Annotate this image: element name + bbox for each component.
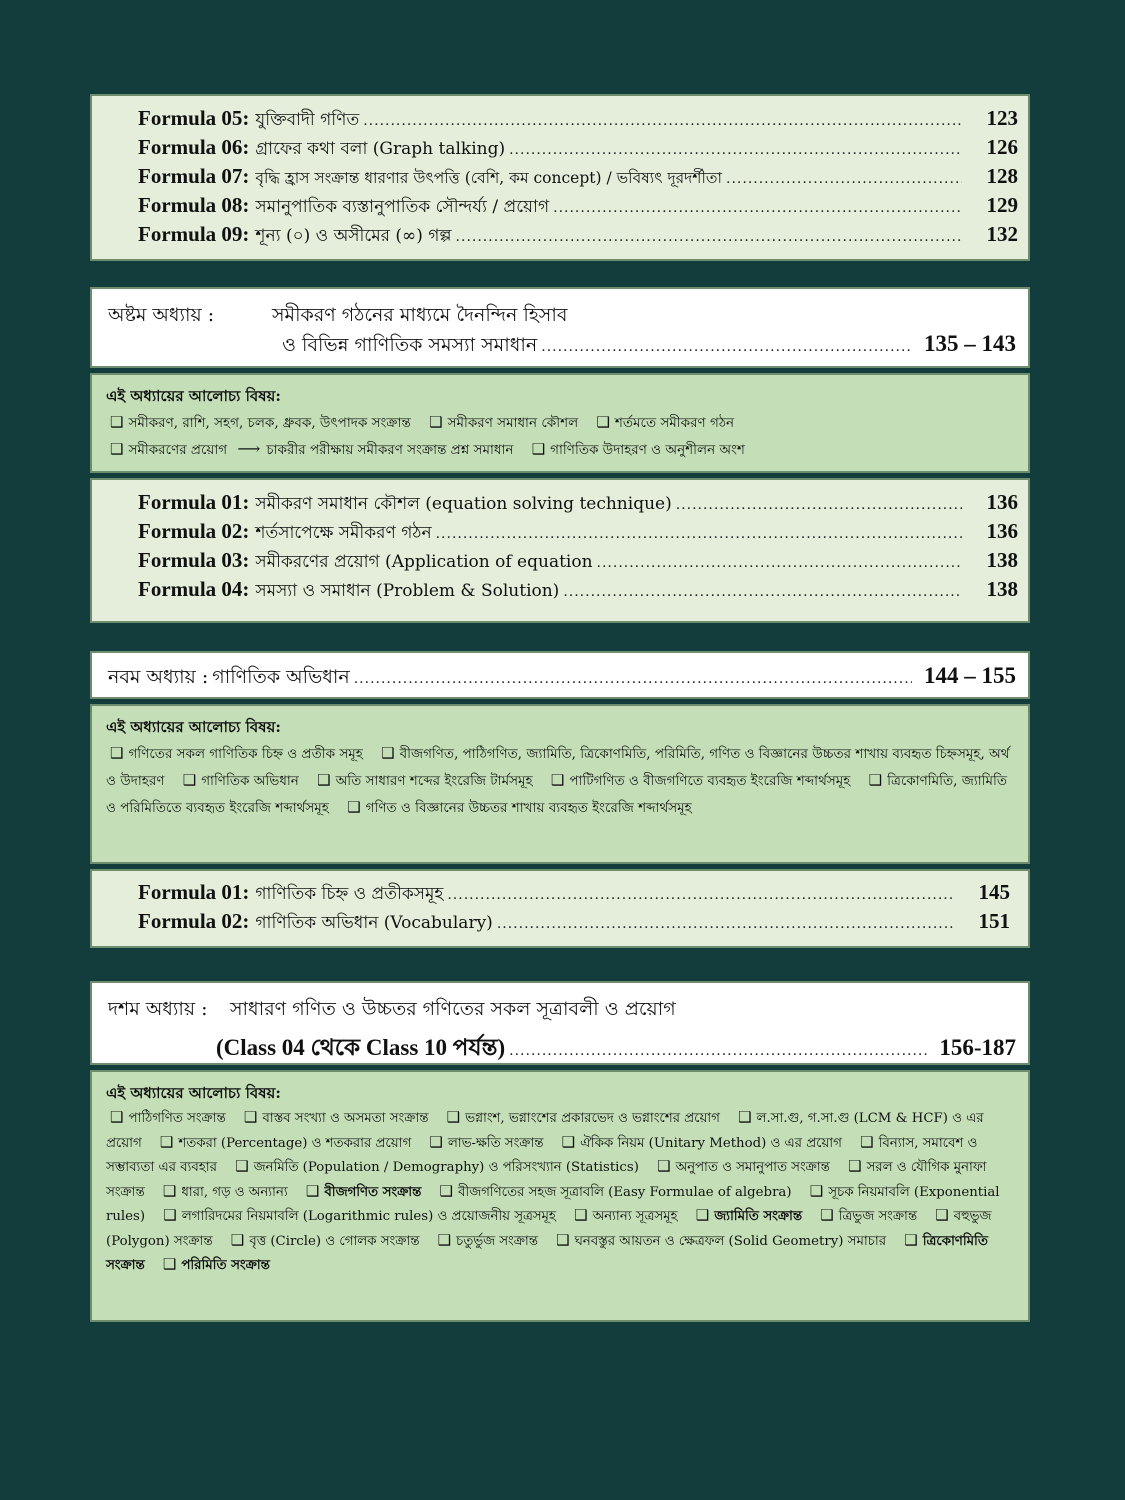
topic-item: ভগ্নাংশ, ভগ্নাংশের প্রকারভেদ ও ভগ্নাংশের প্রয়োগ xyxy=(465,1111,720,1126)
topic-item: বৃত্ত (Circle) ও গোলক সংক্রান্ত xyxy=(249,1233,420,1249)
chapter8-title-line1: সমীকরণ গঠনের মাধ্যমে দৈনন্দিন হিসাব xyxy=(272,304,568,326)
chapter9-header[interactable] xyxy=(90,651,1030,699)
formula-code: Formula 02: xyxy=(138,909,250,933)
topics-list xyxy=(106,740,1016,821)
checkbox-icon: ❑ xyxy=(868,771,883,789)
chapter10-title-row2 xyxy=(216,1029,1016,1068)
topic-item: বীজগণিত সংক্রান্ত xyxy=(324,1184,422,1200)
topic-item: চাকরীর পরীক্ষায় সমীকরণ সংক্রান্ত প্রশ্ন সমাধান xyxy=(266,442,514,458)
checkbox-icon: ❑ xyxy=(347,798,361,816)
chapter8-pages: 135 – 143 xyxy=(924,331,1016,356)
topic-item: শর্তমতে সমীকরণ গঠন xyxy=(614,415,735,431)
checkbox-icon: ❑ xyxy=(162,1255,177,1273)
topic-item: জ্যামিতি সংক্রান্ত xyxy=(714,1209,803,1224)
topic-item: বাস্তব সংখ্যা ও অসমতা সংক্রান্ত xyxy=(262,1111,429,1126)
chapter9-pages: 144 – 155 xyxy=(924,663,1016,688)
topic-item: ত্রিভুজ সংক্রান্ত xyxy=(838,1209,917,1224)
topic-item: ধারা, গড় ও অন্যান্য xyxy=(181,1184,288,1200)
leader-dots xyxy=(509,142,962,158)
checkbox-icon: ❑ xyxy=(162,1181,177,1200)
chapter8-formulas xyxy=(90,478,1030,623)
formula-code: Formula 01: xyxy=(138,490,250,514)
leader-dots xyxy=(553,200,962,216)
chapter9-label: নবম অধ্যায় : xyxy=(108,666,209,688)
checkbox-icon: ❑ xyxy=(531,440,546,458)
formula-code: Formula 03: xyxy=(138,548,250,572)
formula-title: গ্রাফের কথা বলা (Graph talking) xyxy=(255,139,506,159)
topic-item: জনমিতি (Population / Demography) ও পরিসংখ্যান (Statistics) xyxy=(253,1160,639,1175)
formula-page: 126 xyxy=(986,135,1018,159)
checkbox-icon: ❑ xyxy=(235,1157,249,1175)
formula-code: Formula 02: xyxy=(138,519,250,543)
topic-item: ল.সা.গু, গ.সা.গু (LCM & HCF) ও এর প্রয়োগ xyxy=(106,1111,984,1151)
formula-title: গাণিতিক চিহ্ন ও প্রতীকসমূহ xyxy=(255,884,444,904)
topic-item: সমীকরণের প্রয়োগ xyxy=(128,442,228,458)
topic-item: গাণিতিক অভিধান xyxy=(201,773,299,789)
formula-page: 138 xyxy=(986,577,1018,601)
chapter10-header[interactable] xyxy=(90,981,1030,1065)
formula-page: 145 xyxy=(978,880,1010,904)
topics-list xyxy=(106,409,1016,463)
checkbox-icon: ❑ xyxy=(596,413,610,431)
formula-list-top xyxy=(90,94,1030,261)
leader-dots xyxy=(726,171,962,187)
leader-dots xyxy=(541,339,912,355)
topic-item: গাণিতিক উদাহরণ ও অনুশীলন অংশ xyxy=(550,442,745,458)
checkbox-icon: ❑ xyxy=(317,771,331,789)
checkbox-icon: ❑ xyxy=(820,1206,834,1224)
chapter8-topics xyxy=(90,373,1030,473)
chapter8-header[interactable] xyxy=(90,287,1030,368)
arrow-right-icon: ⟶ xyxy=(237,439,261,458)
topic-item: পাঠিগণিত সংক্রান্ত xyxy=(128,1111,226,1126)
checkbox-icon: ❑ xyxy=(429,1132,443,1151)
formula-code: Formula 06: xyxy=(138,135,250,159)
formula-page: 138 xyxy=(986,548,1018,572)
topic-item: বীজগণিতের সহজ সূত্রাবলি (Easy Formulae of algebra) xyxy=(457,1184,792,1200)
checkbox-icon: ❑ xyxy=(657,1157,671,1175)
checkbox-icon: ❑ xyxy=(110,440,124,458)
leader-dots xyxy=(676,497,962,513)
formula-title: সমীকরণের প্রয়োগ (Application of equation xyxy=(255,552,593,572)
formula-title: বৃদ্ধি হ্রাস সংক্রান্ত ধারণার উৎপত্তি (বেশি, কম concept) / ভবিষ্যৎ দূরদর্শীতা xyxy=(255,169,723,187)
topic-item: বীজগণিত, পাঠিগণিত, জ্যামিতি, ত্রিকোণমিতি, পরিমিতি, গণিত ও বিজ্ঞানের উচ্চতর শাখায় ব্যবহৃত চিহ্নসমূহ, অর্থ ও উদাহরণ xyxy=(106,746,1010,789)
topic-item: শতকরা (Percentage) ও শতকরার প্রয়োগ xyxy=(178,1135,412,1151)
checkbox-icon: ❑ xyxy=(738,1108,752,1126)
formula-page: 132 xyxy=(986,222,1018,246)
checkbox-icon: ❑ xyxy=(904,1230,918,1249)
formula-row[interactable] xyxy=(138,880,1010,908)
checkbox-icon: ❑ xyxy=(809,1181,824,1200)
checkbox-icon: ❑ xyxy=(556,1230,570,1249)
formula-title: শর্তসাপেক্ষে সমীকরণ গঠন xyxy=(255,523,432,543)
formula-title: গাণিতিক অভিধান (Vocabulary) xyxy=(255,913,493,933)
formula-page: 128 xyxy=(986,164,1018,188)
formula-title: সমস্যা ও সমাধান (Problem & Solution) xyxy=(255,581,560,601)
formula-row[interactable] xyxy=(138,135,1018,163)
checkbox-icon: ❑ xyxy=(110,744,124,762)
topics-list xyxy=(106,1106,1016,1278)
leader-dots xyxy=(497,916,954,932)
formula-row[interactable] xyxy=(138,106,1018,134)
chapter9-formulas xyxy=(90,869,1030,948)
chapter10-title-line1: সাধারণ গণিত ও উচ্চতর গণিতের সকল সূত্রাবলী ও প্রয়োগ xyxy=(230,998,676,1020)
formula-title: যুক্তিবাদী গণিত xyxy=(255,110,360,130)
formula-title: শূন্য (০) ও অসীমের (∞) গল্প xyxy=(255,226,452,246)
chapter8-title-row2 xyxy=(282,331,1016,363)
topic-item: বিন্যাস, সমাবেশ ও সম্ভাব্যতা এর ব্যবহার xyxy=(106,1135,978,1175)
leader-dots xyxy=(456,229,962,245)
formula-code: Formula 05: xyxy=(138,106,250,130)
topic-item: সমীকরণ সমাধান কৌশল xyxy=(447,415,579,431)
chapter9-topics xyxy=(90,704,1030,864)
formula-page: 151 xyxy=(978,909,1010,933)
formula-code: Formula 08: xyxy=(138,193,250,217)
topic-item: পাটিগণিত ও বীজগণিতে ব্যবহৃত ইংরেজি শব্দার্থসমূহ xyxy=(569,773,851,789)
leader-dots xyxy=(354,671,912,687)
topic-item: ঐকিক নিয়ম (Unitary Method) ও এর প্রয়োগ xyxy=(580,1135,842,1151)
chapter8-label: অষ্টম অধ্যায় : xyxy=(108,304,215,326)
checkbox-icon: ❑ xyxy=(243,1108,258,1126)
topic-item: সরল ও যৌগিক মুনাফা সংক্রান্ত xyxy=(106,1160,987,1200)
checkbox-icon: ❑ xyxy=(446,1108,461,1126)
formula-title: সমীকরণ সমাধান কৌশল (equation solving technique) xyxy=(255,494,672,514)
topic-item: গণিতের সকল গাণিতিক চিহ্ন ও প্রতীক সমূহ xyxy=(128,746,363,762)
topic-item: সমীকরণ, রাশি, সহগ, চলক, ধ্রুবক, উৎপাদক সংক্রান্ত xyxy=(128,415,411,431)
formula-page: 136 xyxy=(986,519,1018,543)
chapter10-label: দশম অধ্যায় : xyxy=(108,998,208,1020)
leader-dots xyxy=(447,887,954,903)
topic-item: সূচক নিয়মাবলি (Exponential rules) xyxy=(106,1184,1000,1224)
formula-row[interactable] xyxy=(138,548,1018,576)
checkbox-icon: ❑ xyxy=(230,1230,245,1249)
leader-dots xyxy=(509,1043,927,1059)
checkbox-icon: ❑ xyxy=(110,413,124,431)
checkbox-icon: ❑ xyxy=(574,1206,588,1224)
formula-code: Formula 01: xyxy=(138,880,250,904)
checkbox-icon: ❑ xyxy=(848,1157,862,1175)
topic-item: চতুর্ভুজ সংক্রান্ত xyxy=(456,1233,538,1249)
formula-page: 123 xyxy=(986,106,1018,130)
chapter9-title-row xyxy=(108,663,1016,695)
checkbox-icon: ❑ xyxy=(159,1132,174,1151)
formula-row[interactable] xyxy=(138,222,1018,250)
checkbox-icon: ❑ xyxy=(437,1230,452,1249)
topic-item: গণিত ও বিজ্ঞানের উচ্চতর শাখায় ব্যবহৃত ইংরেজি শব্দার্থসমূহ xyxy=(365,800,692,816)
topic-item: লাভ-ক্ষতি সংক্রান্ত xyxy=(447,1135,544,1151)
topic-item: অতি সাধারণ শব্দের ইংরেজি টার্মসমূহ xyxy=(335,773,533,789)
checkbox-icon: ❑ xyxy=(429,413,443,431)
checkbox-icon: ❑ xyxy=(561,1132,576,1151)
checkbox-icon: ❑ xyxy=(381,744,395,762)
topic-item: ঘনবস্তুর আয়তন ও ক্ষেত্রফল (Solid Geometry) সমাচার xyxy=(574,1233,887,1249)
topic-item: অনুপাত ও সমানুপাত সংক্রান্ত xyxy=(675,1160,830,1175)
topics-heading: এই অধ্যায়ের আলোচ্য বিষয়: xyxy=(106,718,281,736)
topics-heading: এই অধ্যায়ের আলোচ্য বিষয়: xyxy=(106,1084,281,1102)
topics-heading: এই অধ্যায়ের আলোচ্য বিষয়: xyxy=(106,387,281,405)
topic-item: লগারিদমের নিয়মাবলি (Logarithmic rules) ও প্রয়োজনীয় সূত্রসমূহ xyxy=(181,1209,556,1224)
checkbox-icon: ❑ xyxy=(163,1206,177,1224)
topic-item: ত্রিকোণমিতি সংক্রান্ত xyxy=(106,1233,988,1273)
formula-row[interactable] xyxy=(138,193,1018,221)
formula-code: Formula 04: xyxy=(138,577,250,601)
topics-line xyxy=(106,409,1016,436)
chapter8-title-line2: ও বিভিন্ন গাণিতিক সমস্যা সমাধান xyxy=(282,334,538,356)
leader-dots xyxy=(436,526,962,542)
formula-title: সমানুপাতিক ব্যস্তানুপাতিক সৌন্দর্য্য / প্রয়োগ xyxy=(255,197,550,217)
chapter10-title-line2: (Class 04 থেকে Class 10 পর্যন্ত) xyxy=(216,1035,506,1060)
leader-dots xyxy=(597,555,962,571)
checkbox-icon: ❑ xyxy=(935,1206,949,1224)
formula-row[interactable] xyxy=(138,577,1018,605)
formula-row[interactable] xyxy=(138,909,1010,937)
topic-item: ত্রিকোণমিতি, জ্যামিতি ও পরিমিতিতে ব্যবহৃত ইংরেজি শব্দার্থসমূহ xyxy=(106,773,1007,816)
topic-item: অন্যান্য সূত্রসমূহ xyxy=(592,1209,678,1224)
topics-line xyxy=(106,436,1016,463)
checkbox-icon: ❑ xyxy=(695,1206,710,1224)
checkbox-icon: ❑ xyxy=(182,771,197,789)
chapter9-title: গাণিতিক অভিধান xyxy=(212,666,350,688)
formula-row[interactable] xyxy=(138,164,1018,192)
checkbox-icon: ❑ xyxy=(439,1181,453,1200)
formula-page: 129 xyxy=(986,193,1018,217)
topic-item: পরিমিতি সংক্রান্ত xyxy=(181,1258,270,1273)
formula-row[interactable] xyxy=(138,490,1018,518)
checkbox-icon: ❑ xyxy=(550,771,565,789)
checkbox-icon: ❑ xyxy=(860,1132,874,1151)
formula-code: Formula 07: xyxy=(138,164,250,188)
checkbox-icon: ❑ xyxy=(305,1181,320,1200)
chapter10-pages: 156-187 xyxy=(939,1035,1016,1060)
formula-row[interactable] xyxy=(138,519,1018,547)
leader-dots xyxy=(563,584,962,600)
chapter10-topics xyxy=(90,1070,1030,1322)
topic-item: বহুভুজ (Polygon) সংক্রান্ত xyxy=(106,1209,992,1249)
leader-dots xyxy=(363,113,962,129)
checkbox-icon: ❑ xyxy=(110,1108,124,1126)
formula-code: Formula 09: xyxy=(138,222,250,246)
formula-page: 136 xyxy=(986,490,1018,514)
